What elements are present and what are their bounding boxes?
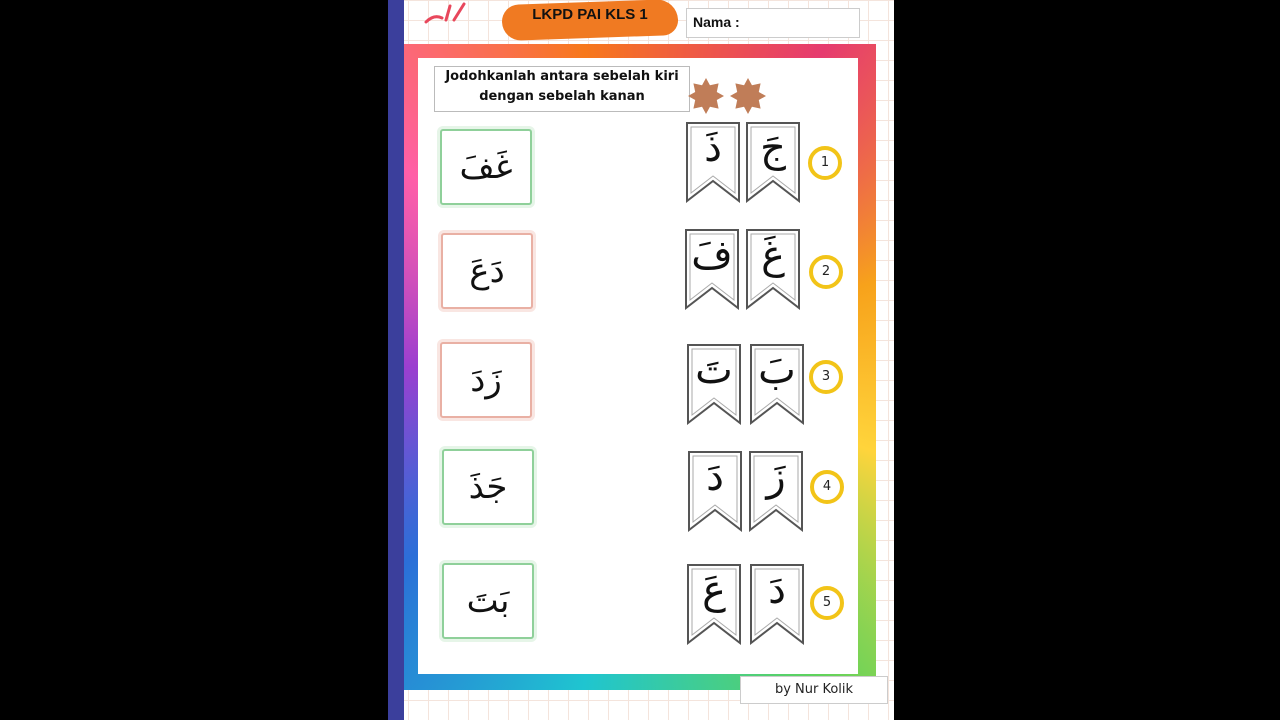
- flag-1b[interactable]: [745, 121, 801, 203]
- flag-letter: ذَ: [704, 125, 722, 171]
- name-label: Nama :: [693, 14, 740, 30]
- flag-1a[interactable]: [685, 121, 741, 203]
- flag-2b[interactable]: [745, 228, 801, 310]
- worksheet-title: LKPD PAI KLS 1: [532, 6, 648, 23]
- instruction-box: [434, 66, 690, 112]
- flag-letter: بَ: [758, 347, 796, 393]
- flag-5b[interactable]: [749, 563, 805, 645]
- left-color-strip: [388, 0, 404, 720]
- name-field[interactable]: [686, 8, 860, 38]
- flag-3b[interactable]: [749, 343, 805, 425]
- worksheet-page: [388, 0, 894, 720]
- author-credit: by Nur Kolik: [740, 676, 888, 704]
- flag-letter: دَ: [768, 567, 786, 613]
- instruction-line-1: Jodohkanlah antara sebelah kiri: [445, 69, 679, 84]
- left-card-text: غَفَ: [459, 147, 513, 187]
- flag-letter: زَ: [766, 454, 786, 500]
- flag-letter: عَ: [702, 567, 726, 613]
- left-card-2[interactable]: [441, 233, 533, 309]
- flag-4b[interactable]: [748, 450, 804, 532]
- number-badge-3: 3: [809, 360, 843, 394]
- flag-letter: غَ: [761, 232, 785, 278]
- flag-3a[interactable]: [686, 343, 742, 425]
- number-badge-1: 1: [808, 146, 842, 180]
- left-card-3[interactable]: [440, 342, 532, 418]
- flag-letter: دَ: [706, 454, 724, 500]
- flag-4a[interactable]: [687, 450, 743, 532]
- number-badge-2: 2: [809, 255, 843, 289]
- number-badge-4: 4: [810, 470, 844, 504]
- left-card-4[interactable]: [442, 449, 534, 525]
- left-card-text: جَذَ: [468, 467, 508, 507]
- number-badge-5: 5: [810, 586, 844, 620]
- flag-letter: فَ: [691, 232, 733, 278]
- instruction-line-2: dengan sebelah kanan: [479, 89, 645, 104]
- flag-letter: جَ: [760, 125, 786, 171]
- left-card-text: بَتَ: [466, 581, 510, 621]
- flag-letter: تَ: [695, 347, 733, 393]
- left-card-1[interactable]: [440, 129, 532, 205]
- left-card-text: زَدَ: [470, 360, 502, 400]
- left-card-text: دَعَ: [469, 251, 505, 291]
- flag-5a[interactable]: [686, 563, 742, 645]
- flag-2a[interactable]: [684, 228, 740, 310]
- left-card-5[interactable]: [442, 563, 534, 639]
- decorative-lines-icon: [424, 0, 474, 30]
